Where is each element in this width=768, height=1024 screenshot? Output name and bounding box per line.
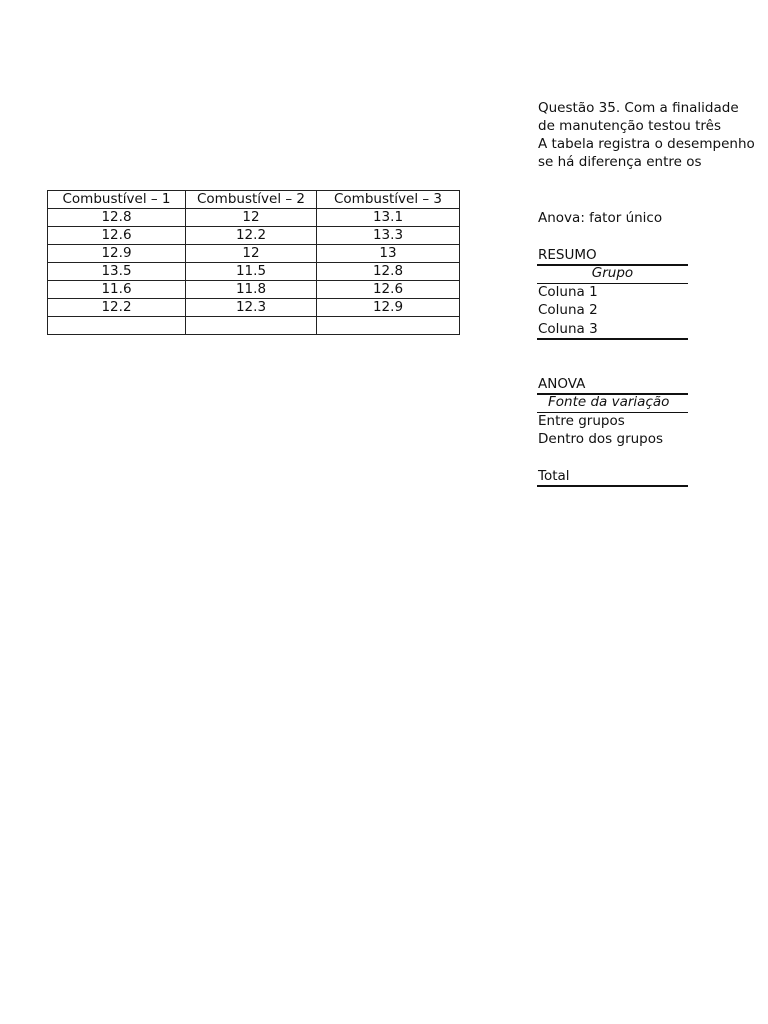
column-header: Combustível – 1 [48, 191, 186, 209]
table-row-empty [48, 317, 460, 335]
table-cell [186, 317, 317, 335]
table-row [48, 209, 460, 227]
table-cell: 13.5 [48, 263, 186, 281]
anova-output-panel [537, 97, 755, 497]
anova-title: Anova: fator único [538, 210, 663, 226]
table-row [48, 281, 460, 299]
question-line: de manutenção testou três [538, 118, 722, 134]
group-label: Coluna 2 [538, 302, 598, 318]
table-cell: 12.3 [186, 299, 317, 317]
table-cell: 13.1 [317, 209, 460, 227]
source-label: Dentro dos grupos [538, 431, 664, 447]
table-cell: 12.8 [48, 209, 186, 227]
table-header-row [48, 191, 460, 209]
table-cell: 12.6 [48, 227, 186, 245]
table-cell [317, 317, 460, 335]
source-header: Fonte da variação [548, 394, 670, 410]
table-cell: 13.3 [317, 227, 460, 245]
table-cell: 12.8 [317, 263, 460, 281]
question-line: Questão 35. Com a finalidade [538, 100, 739, 116]
table-cell: 12.2 [186, 227, 317, 245]
fuel-data-table [47, 190, 460, 335]
summary-bottom-rule [537, 338, 688, 340]
question-line: se há diferença entre os [538, 154, 702, 170]
column-header: Combustível – 2 [186, 191, 317, 209]
group-label: Coluna 1 [538, 284, 598, 300]
source-label: Entre grupos [538, 413, 625, 429]
table-cell: 12.9 [48, 245, 186, 263]
table-cell: 11.8 [186, 281, 317, 299]
table-cell: 12.2 [48, 299, 186, 317]
question-line: A tabela registra o desempenho [538, 136, 755, 152]
table-cell: 13 [317, 245, 460, 263]
table-row [48, 263, 460, 281]
column-header: Combustível – 3 [317, 191, 460, 209]
summary-label: RESUMO [538, 247, 597, 263]
table-cell: 12 [186, 209, 317, 227]
group-label: Coluna 3 [538, 321, 598, 337]
anova-bottom-rule [537, 485, 688, 487]
anova-label: ANOVA [538, 376, 586, 392]
table-cell: 12 [186, 245, 317, 263]
table-row [48, 227, 460, 245]
group-header: Grupo [591, 265, 634, 281]
table-row [48, 299, 460, 317]
table-row [48, 245, 460, 263]
table-cell: 11.6 [48, 281, 186, 299]
table-cell: 12.9 [317, 299, 460, 317]
table-cell [48, 317, 186, 335]
table-cell: 12.6 [317, 281, 460, 299]
table-cell: 11.5 [186, 263, 317, 281]
total-label: Total [538, 468, 570, 484]
